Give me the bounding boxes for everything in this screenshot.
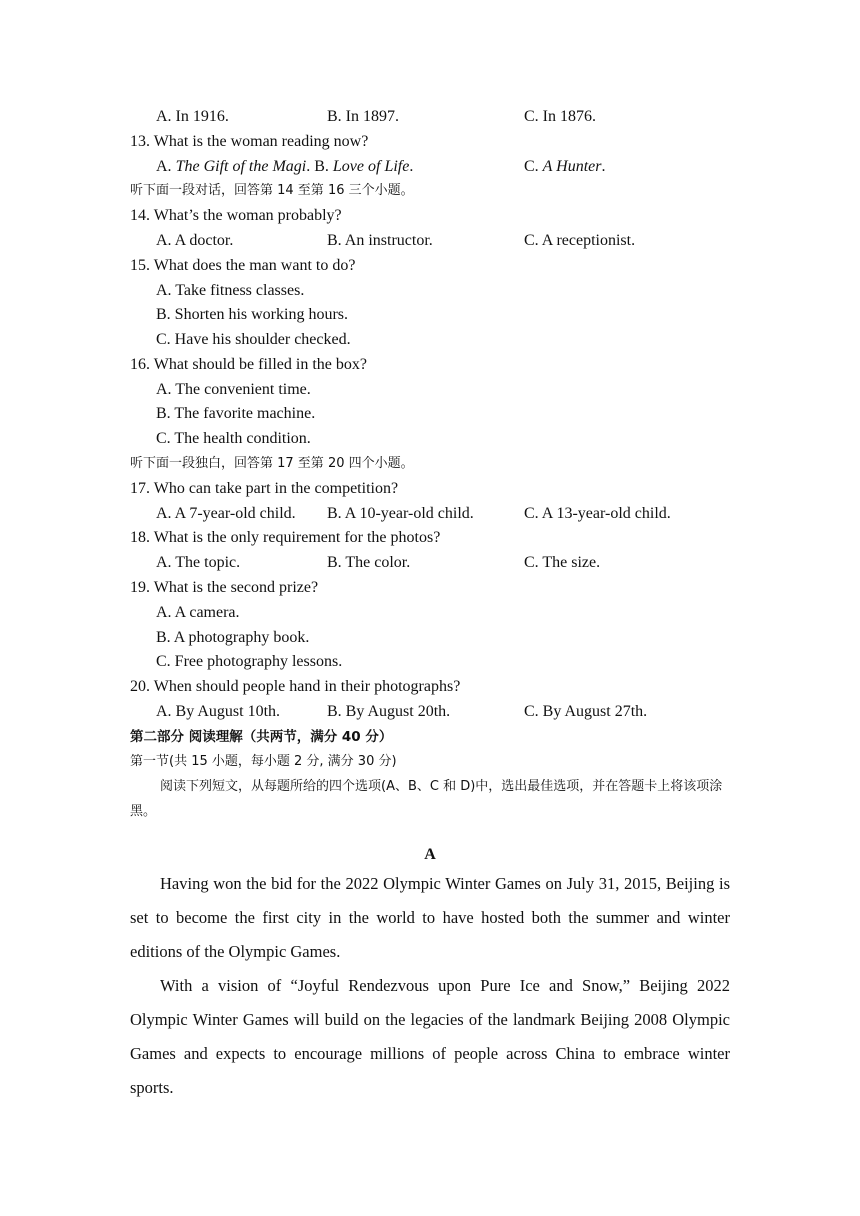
q16-option-b: B. The favorite machine. bbox=[156, 405, 316, 422]
q12-option-a: A. In 1916. bbox=[156, 108, 229, 125]
q18-option-a: A. The topic. bbox=[156, 554, 241, 571]
q19-option-a: A. A camera. bbox=[156, 604, 240, 621]
q13-stem: 13. What is the woman reading now? bbox=[130, 133, 369, 150]
q13-options-ab bbox=[156, 157, 413, 177]
q18-option-c: C. The size. bbox=[524, 554, 601, 571]
q20-option-b: B. By August 20th. bbox=[327, 703, 451, 720]
q17-stem: 17. Who can take part in the competition? bbox=[130, 480, 399, 497]
q19-option-b: B. A photography book. bbox=[156, 629, 310, 646]
q13-c-title: A Hunter bbox=[542, 158, 602, 175]
part2-heading: 第二部分 阅读理解（共两节，满分 40 分） bbox=[130, 729, 393, 745]
q17-option-c: C. A 13-year-old child. bbox=[524, 505, 671, 522]
q17-option-b: B. A 10-year-old child. bbox=[327, 505, 474, 522]
q16-option-c: C. The health condition. bbox=[156, 430, 311, 447]
q14-option-a: A. A doctor. bbox=[156, 232, 234, 249]
q13-a-prefix: A. bbox=[156, 158, 176, 175]
q19-stem: 19. What is the second prize? bbox=[130, 579, 319, 596]
q14-option-b: B. An instructor. bbox=[327, 232, 433, 249]
q13-b-prefix: B. bbox=[314, 158, 333, 175]
q17-option-a: A. A 7-year-old child. bbox=[156, 505, 296, 522]
q14-option-c: C. A receptionist. bbox=[524, 232, 636, 249]
listening-direction-17-20: 听下面一段独白，回答第 17 至第 20 四个小题。 bbox=[130, 456, 414, 471]
q18-option-b: B. The color. bbox=[327, 554, 411, 571]
q13-option-c bbox=[524, 157, 605, 177]
q14-stem: 14. What’s the woman probably? bbox=[130, 207, 342, 224]
passage-label: A bbox=[424, 846, 436, 863]
reading-instructions: 阅读下列短文，从每题所给的四个选项(A、B、C 和 D)中，选出最佳选项，并在答题卡上将该项涂黑。 bbox=[130, 779, 723, 819]
q15-option-a: A. Take fitness classes. bbox=[156, 282, 305, 299]
q13-b-title: Love of Life bbox=[332, 158, 410, 175]
q15-option-b: B. Shorten his working hours. bbox=[156, 306, 348, 323]
q12-option-c: C. In 1876. bbox=[524, 108, 596, 125]
q13-c-suffix: . bbox=[601, 158, 606, 175]
q12-option-b: B. In 1897. bbox=[327, 108, 399, 125]
q20-option-c: C. By August 27th. bbox=[524, 703, 648, 720]
listening-direction-14-16: 听下面一段对话，回答第 14 至第 16 三个小题。 bbox=[130, 183, 414, 198]
passage-paragraph-2: With a vision of “Joyful Rendezvous upon Pure Ice and Snow,” Beijing 2022 Olympic Winter Games will build on the legacies of the landmark Beijing 2008 Olympic Games and expects to encourage millions of people across China to embrace winter sports. bbox=[130, 976, 730, 1097]
passage-paragraph-1: Having won the bid for the 2022 Olympic Winter Games on July 31, 2015, Beijing is set to become the first city in the world to have hosted both the summer and winter editions of the Olympic Games. bbox=[130, 874, 730, 961]
q13-a-title: The Gift of the Magi bbox=[175, 158, 307, 175]
q13-c-prefix: C. bbox=[524, 158, 543, 175]
q16-option-a: A. The convenient time. bbox=[156, 381, 311, 398]
q13-b-suffix: . bbox=[409, 158, 414, 175]
q19-option-c: C. Free photography lessons. bbox=[156, 653, 343, 670]
q18-stem: 18. What is the only requirement for the photos? bbox=[130, 529, 441, 546]
q16-stem: 16. What should be filled in the box? bbox=[130, 356, 367, 373]
q13-a-suffix: . bbox=[306, 158, 315, 175]
q20-stem: 20. When should people hand in their photographs? bbox=[130, 678, 461, 695]
section1-heading: 第一节(共 15 小题，每小题 2 分, 满分 30 分) bbox=[130, 754, 397, 769]
q20-option-a: A. By August 10th. bbox=[156, 703, 281, 720]
q15-option-c: C. Have his shoulder checked. bbox=[156, 331, 351, 348]
q15-stem: 15. What does the man want to do? bbox=[130, 257, 356, 274]
